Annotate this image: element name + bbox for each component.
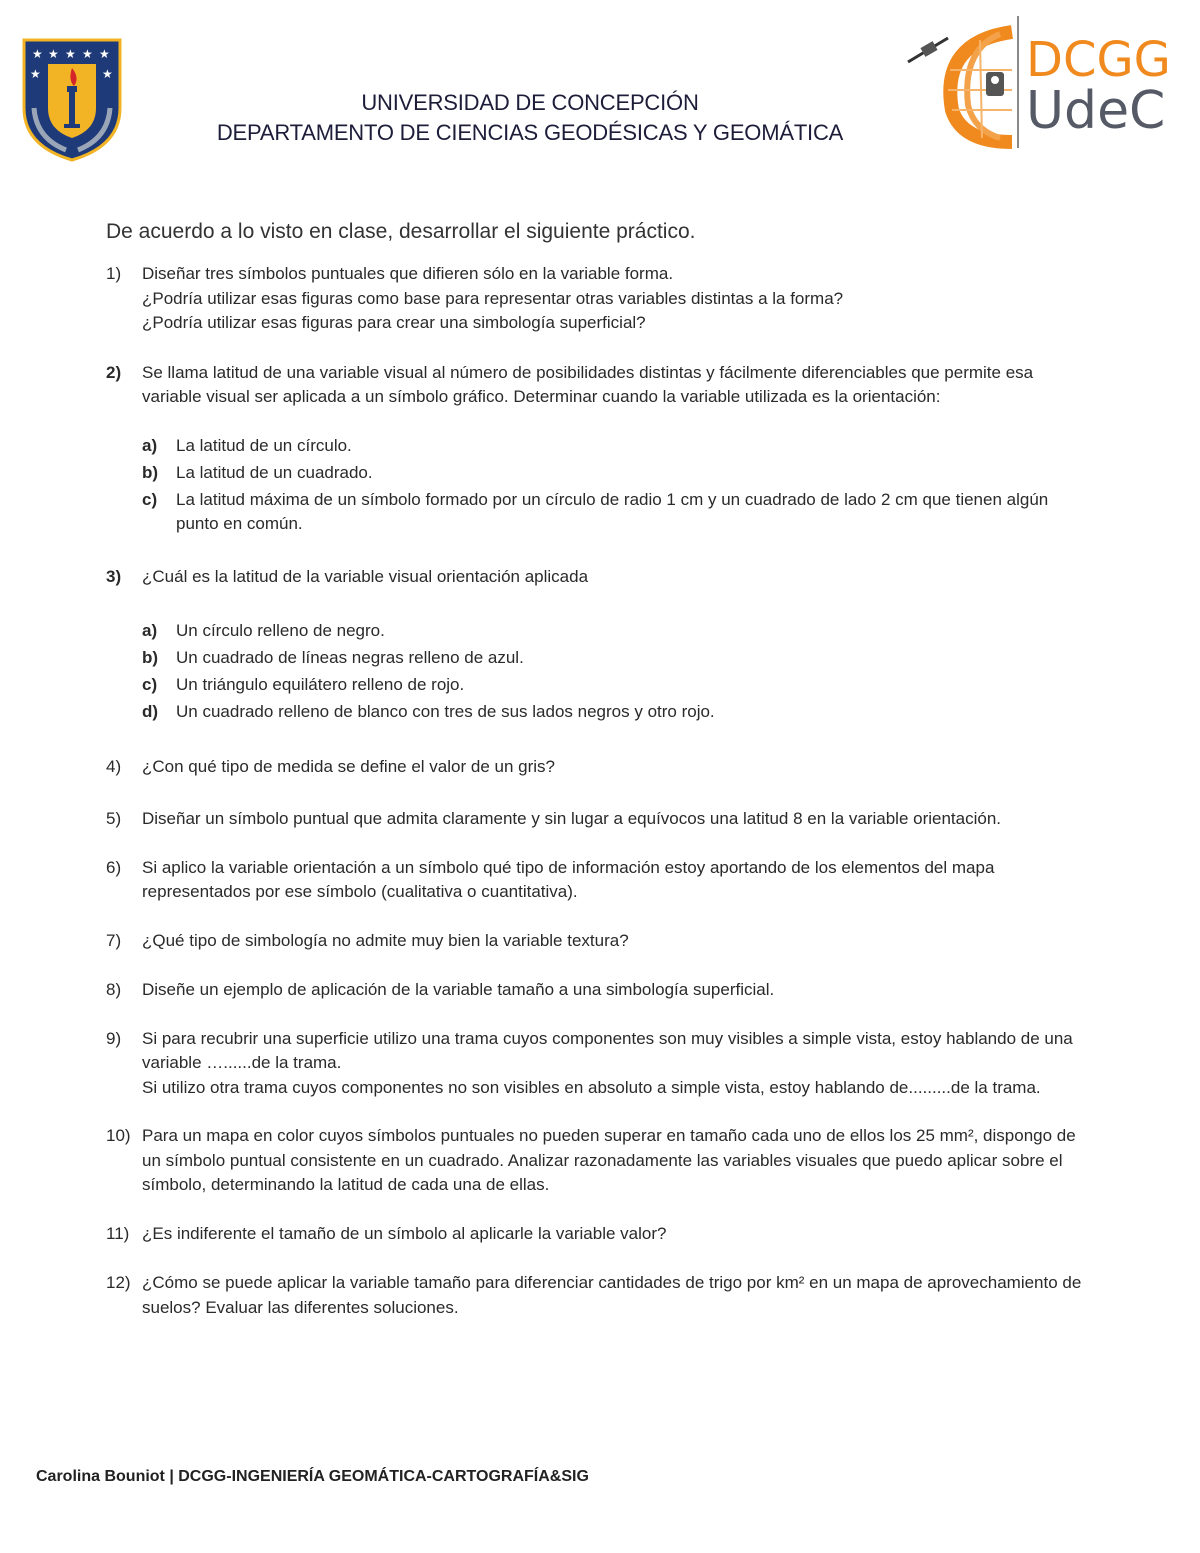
list-item: c) Un triángulo equilátero relleno de rojo.: [142, 675, 465, 694]
list-item: b) La latitud de un cuadrado.: [142, 462, 373, 482]
question-2-options: [142, 434, 1086, 537]
svg-text:★: ★: [32, 47, 43, 61]
list-item: a) La latitud de un círculo.: [142, 435, 352, 455]
list-item: c) La latitud máxima de un símbolo formado por un círculo de radio 1 cm y un cuadrado de lado 2 cm que tienen algún punto en común.: [142, 489, 1049, 533]
question-7: 7) ¿Qué tipo de simbología no admite muy bien la variable textura?: [106, 930, 629, 950]
question-4: 4) ¿Con qué tipo de medida se define el valor de un gris?: [106, 756, 555, 776]
list-item: b) Un cuadrado de líneas negras relleno de azul.: [142, 648, 524, 667]
svg-text:DCGG: DCGG: [1026, 32, 1170, 88]
question-list: [106, 262, 1086, 1320]
list-item: d) Un cuadrado relleno de blanco con tres de sus lados negros y otro rojo.: [142, 702, 715, 721]
question-6: 6) Si aplico la variable orientación a un símbolo qué tipo de información estoy aportando de los elementos del mapa representados por ese símbolo (cualitativa o cuantitativa).: [106, 857, 995, 901]
intro-instruction: De acuerdo a lo visto en clase, desarrollar el siguiente práctico.: [106, 220, 696, 243]
question-3: 3) ¿Cuál es la latitud de la variable visual orientación aplicada: [106, 566, 589, 586]
svg-text:★: ★: [30, 67, 41, 81]
department-name: DEPARTAMENTO DE CIENCIAS GEODÉSICAS Y GEOMÁTICA: [216, 120, 844, 145]
svg-text:★: ★: [65, 47, 76, 61]
dcgg-udec-logo: [900, 10, 1170, 150]
question-1: 1) Diseñar tres símbolos puntuales que difieren sólo en la variable forma. ¿Podría utilizar esas figuras como base para representar otras variables distintas a la forma? ¿Podría utilizar esas figuras para crear una simbología superficial?: [106, 264, 844, 332]
question-2: 2) Se llama latitud de una variable visual al número de posibilidades distintas y fácilmente diferenciables que permite esa variable visual ser aplicada a un símbolo gráfico. Determinar cuando la variable utilizada es la orientación:: [106, 362, 1034, 406]
svg-text:★: ★: [82, 47, 93, 61]
svg-text:★: ★: [99, 47, 110, 61]
list-item: a) Un círculo relleno de negro.: [142, 621, 385, 640]
question-3-options: [142, 619, 1086, 725]
question-9: 9) Si para recubrir una superficie utilizo una trama cuyos componentes son muy visibles a simple vista, estoy hablando de una variable …......de la trama. Si utilizo otra trama cuyos componentes no son visibles en absoluto a simple vista, estoy hablando de.........de la trama.: [106, 1028, 1073, 1097]
svg-text:★: ★: [102, 67, 113, 81]
question-8: 8) Diseñe un ejemplo de aplicación de la variable tamaño a una simbología superficial.: [106, 980, 775, 999]
question-12: 12) ¿Cómo se puede aplicar la variable tamaño para diferenciar cantidades de trigo por km² en un mapa de aprovechamiento de suelos? Evaluar las diferentes soluciones.: [106, 1273, 1082, 1317]
university-crest-logo: [22, 38, 122, 162]
svg-text:★: ★: [48, 47, 59, 61]
svg-text:UdeC: UdeC: [1026, 81, 1166, 141]
question-10: 10) Para un mapa en color cuyos símbolos puntuales no pueden superar en tamaño cada uno de ellos los 25 mm², dispongo de un símbolo puntual consistente en un cuadrado. Analizar razonadamente las variables visuales que puedo aplicar sobre el símbolo, determinando la latitud de cada una de ellas.: [106, 1126, 1076, 1194]
document-header: [120, 88, 940, 148]
university-name: UNIVERSIDAD DE CONCEPCIÓN: [361, 90, 699, 115]
question-11: 11) ¿Es indiferente el tamaño de un símbolo al aplicarle la variable valor?: [106, 1223, 667, 1243]
page-footer: Carolina Bouniot | DCGG-INGENIERÍA GEOMÁTICA-CARTOGRAFÍA&SIG: [36, 1468, 589, 1485]
question-5: 5) Diseñar un símbolo puntual que admita claramente y sin lugar a equívocos una latitud 8 en la variable orientación.: [106, 809, 1002, 828]
